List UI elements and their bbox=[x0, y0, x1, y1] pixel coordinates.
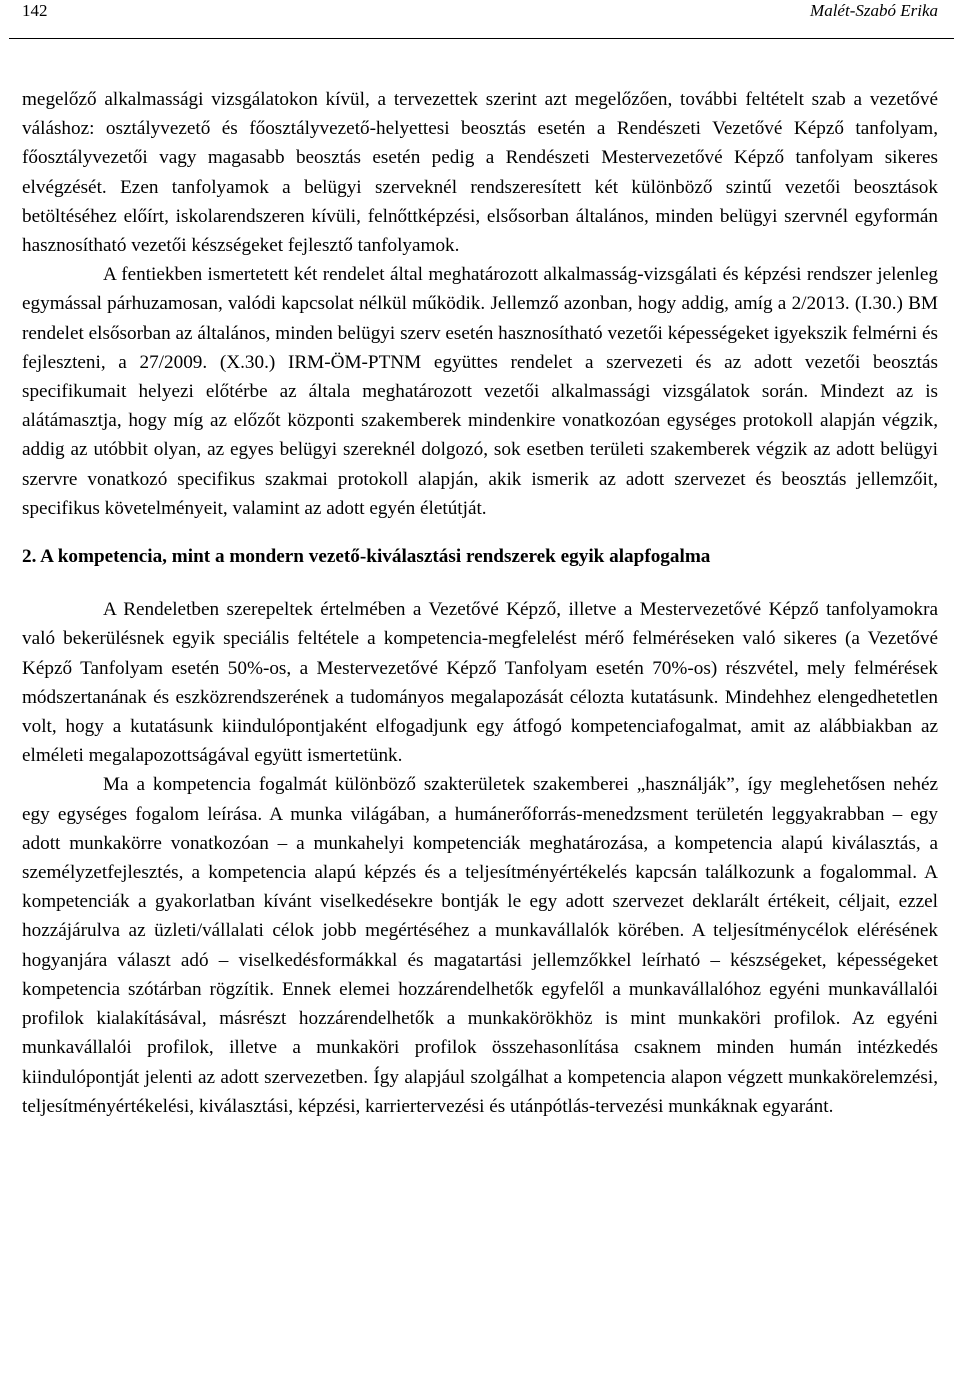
paragraph-4: Ma a kompetencia fogalmát különböző szakterületek szakemberei „használják”, így meglehetősen nehéz egy egységes fogalom leírása. A munka világában, a humánerőforrás-menedzsment területén leggyakrabban – egy adott munkakörre vonatkozóan – a munkahelyi kompetenciák meghatározása, a kompetencia alapú kiválasztás, a személyzetfejlesztés, a kompetencia alapú képzés és a teljesítményértékelés kapcsán találkozunk a fogalommal. A kompetenciák a gyakorlatban kívánt viselkedésekre bontják le egy adott szervezet deklarált értékeit, céljait, ezzel hozzájárulva az üzleti/vállalati célok jobb megértéséhez a munkavállalók körében. A teljesítménycélok elérésének hogyanjára választ adó – viselkedésformákkal és magatartási jellemzőkkel leírható – készségeket, képességeket kompetencia szótárban rögzítik. Ennek elemei hozzárendelhetők egyfelől a munkavállalóhoz egyéni munkavállalói profilok kialakításával, másrészt hozzárendelhetők a munkakörökhöz is mint munkaköri profilok. Az egyéni munkavállalói profilok, illetve a munkaköri profilok összehasonlítása csaknem minden humán intézkedés kiindulópontját jelenti az adott szervezetben. Így alapjául szolgálhat a kompetencia alapon végzett munkakörelemzési, teljesítményértékelési, kiválasztási, képzési, karriertervezési és utánpótlás-tervezési munkáknak egyaránt. bbox=[22, 774, 938, 1117]
paragraph-2: A fentiekben ismertetett két rendelet által meghatározott alkalmasság-vizsgálati és képzési rendszer jelenleg egymással párhuzamosan, valódi kapcsolat nélkül működik. Jellemző azonban, hogy addig, amíg a 2/2013. (I.30.) BM rendelet elsősorban az általános, minden belügyi szerv esetén hasznosítható vezetői képességeket igyekszik felmérni és fejleszteni, a 27/2009. (X.30.) IRM-ÖM-PTNM együttes rendelet a szervezeti és az adott vezetői beosztás specifikumait helyezi előtérbe az általa meghatározott vezetői alkalmassági vizsgálatok során. Mindezt az is alátámasztja, hogy míg az előzőt központi szakemberek mindenkire vonatkozóan egységes protokoll alapján végzik, addig az utóbbit olyan, az egyes belügyi szereknél dolgozó, sok esetben területi szakemberek végzik az adott belügyi szervre vonatkozó specifikus szakmai protokoll alapján, akik ismerik az adott szervezet és beosztás jellemzőit, specifikus követelményeit, valamint az adott egyén életútját. bbox=[22, 264, 938, 519]
paragraph-3: A Rendeletben szerepeltek értelmében a Vezetővé Képző, illetve a Mestervezetővé Képző tanfolyamokra való bekerülésnek egyik speciális feltétele a kompetencia-megfelelést mérő felméréseken való sikeres (a Vezetővé Képző Tanfolyam esetén 50%-os, a Mestervezetővé Képző Tanfolyam esetén 70%-os) részvétel, mely felmérések módszertanának és eszközrendszerének a tudományos megalapozását célozta kutatásunk. Mindehhez elengedhetetlen volt, hogy a kutatásunk kiindulópontjaként elfogadjunk egy átfogó kompetenciafogalmat, amit az alábbiakban az elméleti megalapozottságával együtt ismertetünk. bbox=[22, 599, 938, 767]
running-author: Malét-Szabó Erika bbox=[810, 1, 938, 20]
page-header bbox=[22, 0, 938, 30]
paragraph-1: megelőző alkalmassági vizsgálatokon kívül, a tervezettek szerint azt megelőzően, további feltételt szab a vezetővé váláshoz: osztályvezető és főosztályvezető-helyettesi beosztás esetén a Rendészeti Vezetővé Képző tanfolyam, főosztályvezetői vagy magasabb beosztás esetén pedig a Rendészeti Mestervezetővé Képző tanfolyam sikeres elvégzését. Ezen tanfolyamok a belügyi szerveknél rendszeresített két különböző szintű vezetői beosztások betöltéséhez előírt, iskolarendszeren kívüli, felnőttképzési, elsősorban általános, minden belügyi szervnél egyformán hasznosítható vezetői készségeket fejlesztő tanfolyamok. bbox=[22, 89, 938, 257]
section-heading: 2. A kompetencia, mint a mondern vezető-kiválasztási rendszerek egyik alapfogalma bbox=[22, 546, 711, 568]
header-divider bbox=[9, 38, 954, 39]
page-body bbox=[22, 85, 938, 1121]
page-number: 142 bbox=[22, 1, 48, 20]
